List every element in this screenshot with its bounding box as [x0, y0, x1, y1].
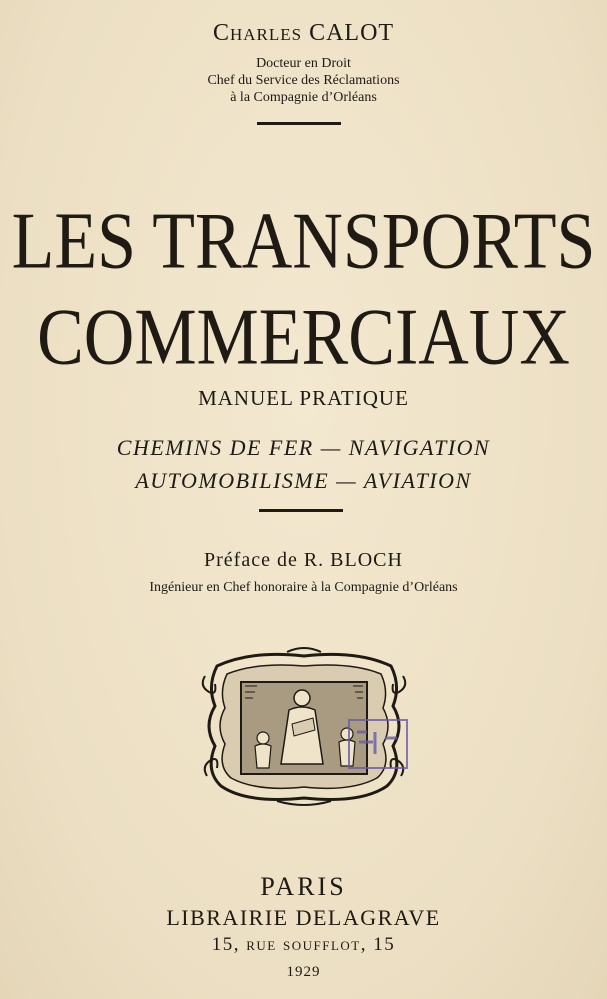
author-last-name: CALOT [309, 20, 395, 46]
imprint-place: PARIS [260, 872, 347, 901]
preface-credit: Préface de R. BLOCH [204, 549, 403, 571]
imprint-year: 1929 [286, 964, 321, 980]
author-name [0, 20, 607, 47]
imprint-address: 15, rue soufflot, 15 [211, 934, 396, 955]
topics-line: AUTOMOBILISME — AVIATION [135, 468, 472, 493]
topics-line: CHEMINS DE FER — NAVIGATION [116, 435, 491, 460]
author-credential: à la Compagnie d’Orléans [230, 90, 377, 105]
author-credential: Chef du Service des Réclamations [207, 73, 400, 88]
divider-rule [259, 509, 343, 512]
preface-author-title: Ingénieur en Chef honoraire à la Compagnie d’Orléans [149, 580, 458, 595]
author-credential: Docteur en Droit [256, 56, 351, 71]
author-first-name: Charles [212, 20, 303, 46]
divider-rule [257, 122, 341, 125]
book-subtitle: MANUEL PRATIQUE [198, 386, 409, 410]
book-title-line: COMMERCIAUX [37, 293, 570, 382]
publisher-vignette-icon [197, 646, 411, 808]
imprint-publisher: LIBRAIRIE DELAGRAVE [166, 905, 441, 930]
book-title-line: LES TRANSPORTS [11, 197, 596, 286]
